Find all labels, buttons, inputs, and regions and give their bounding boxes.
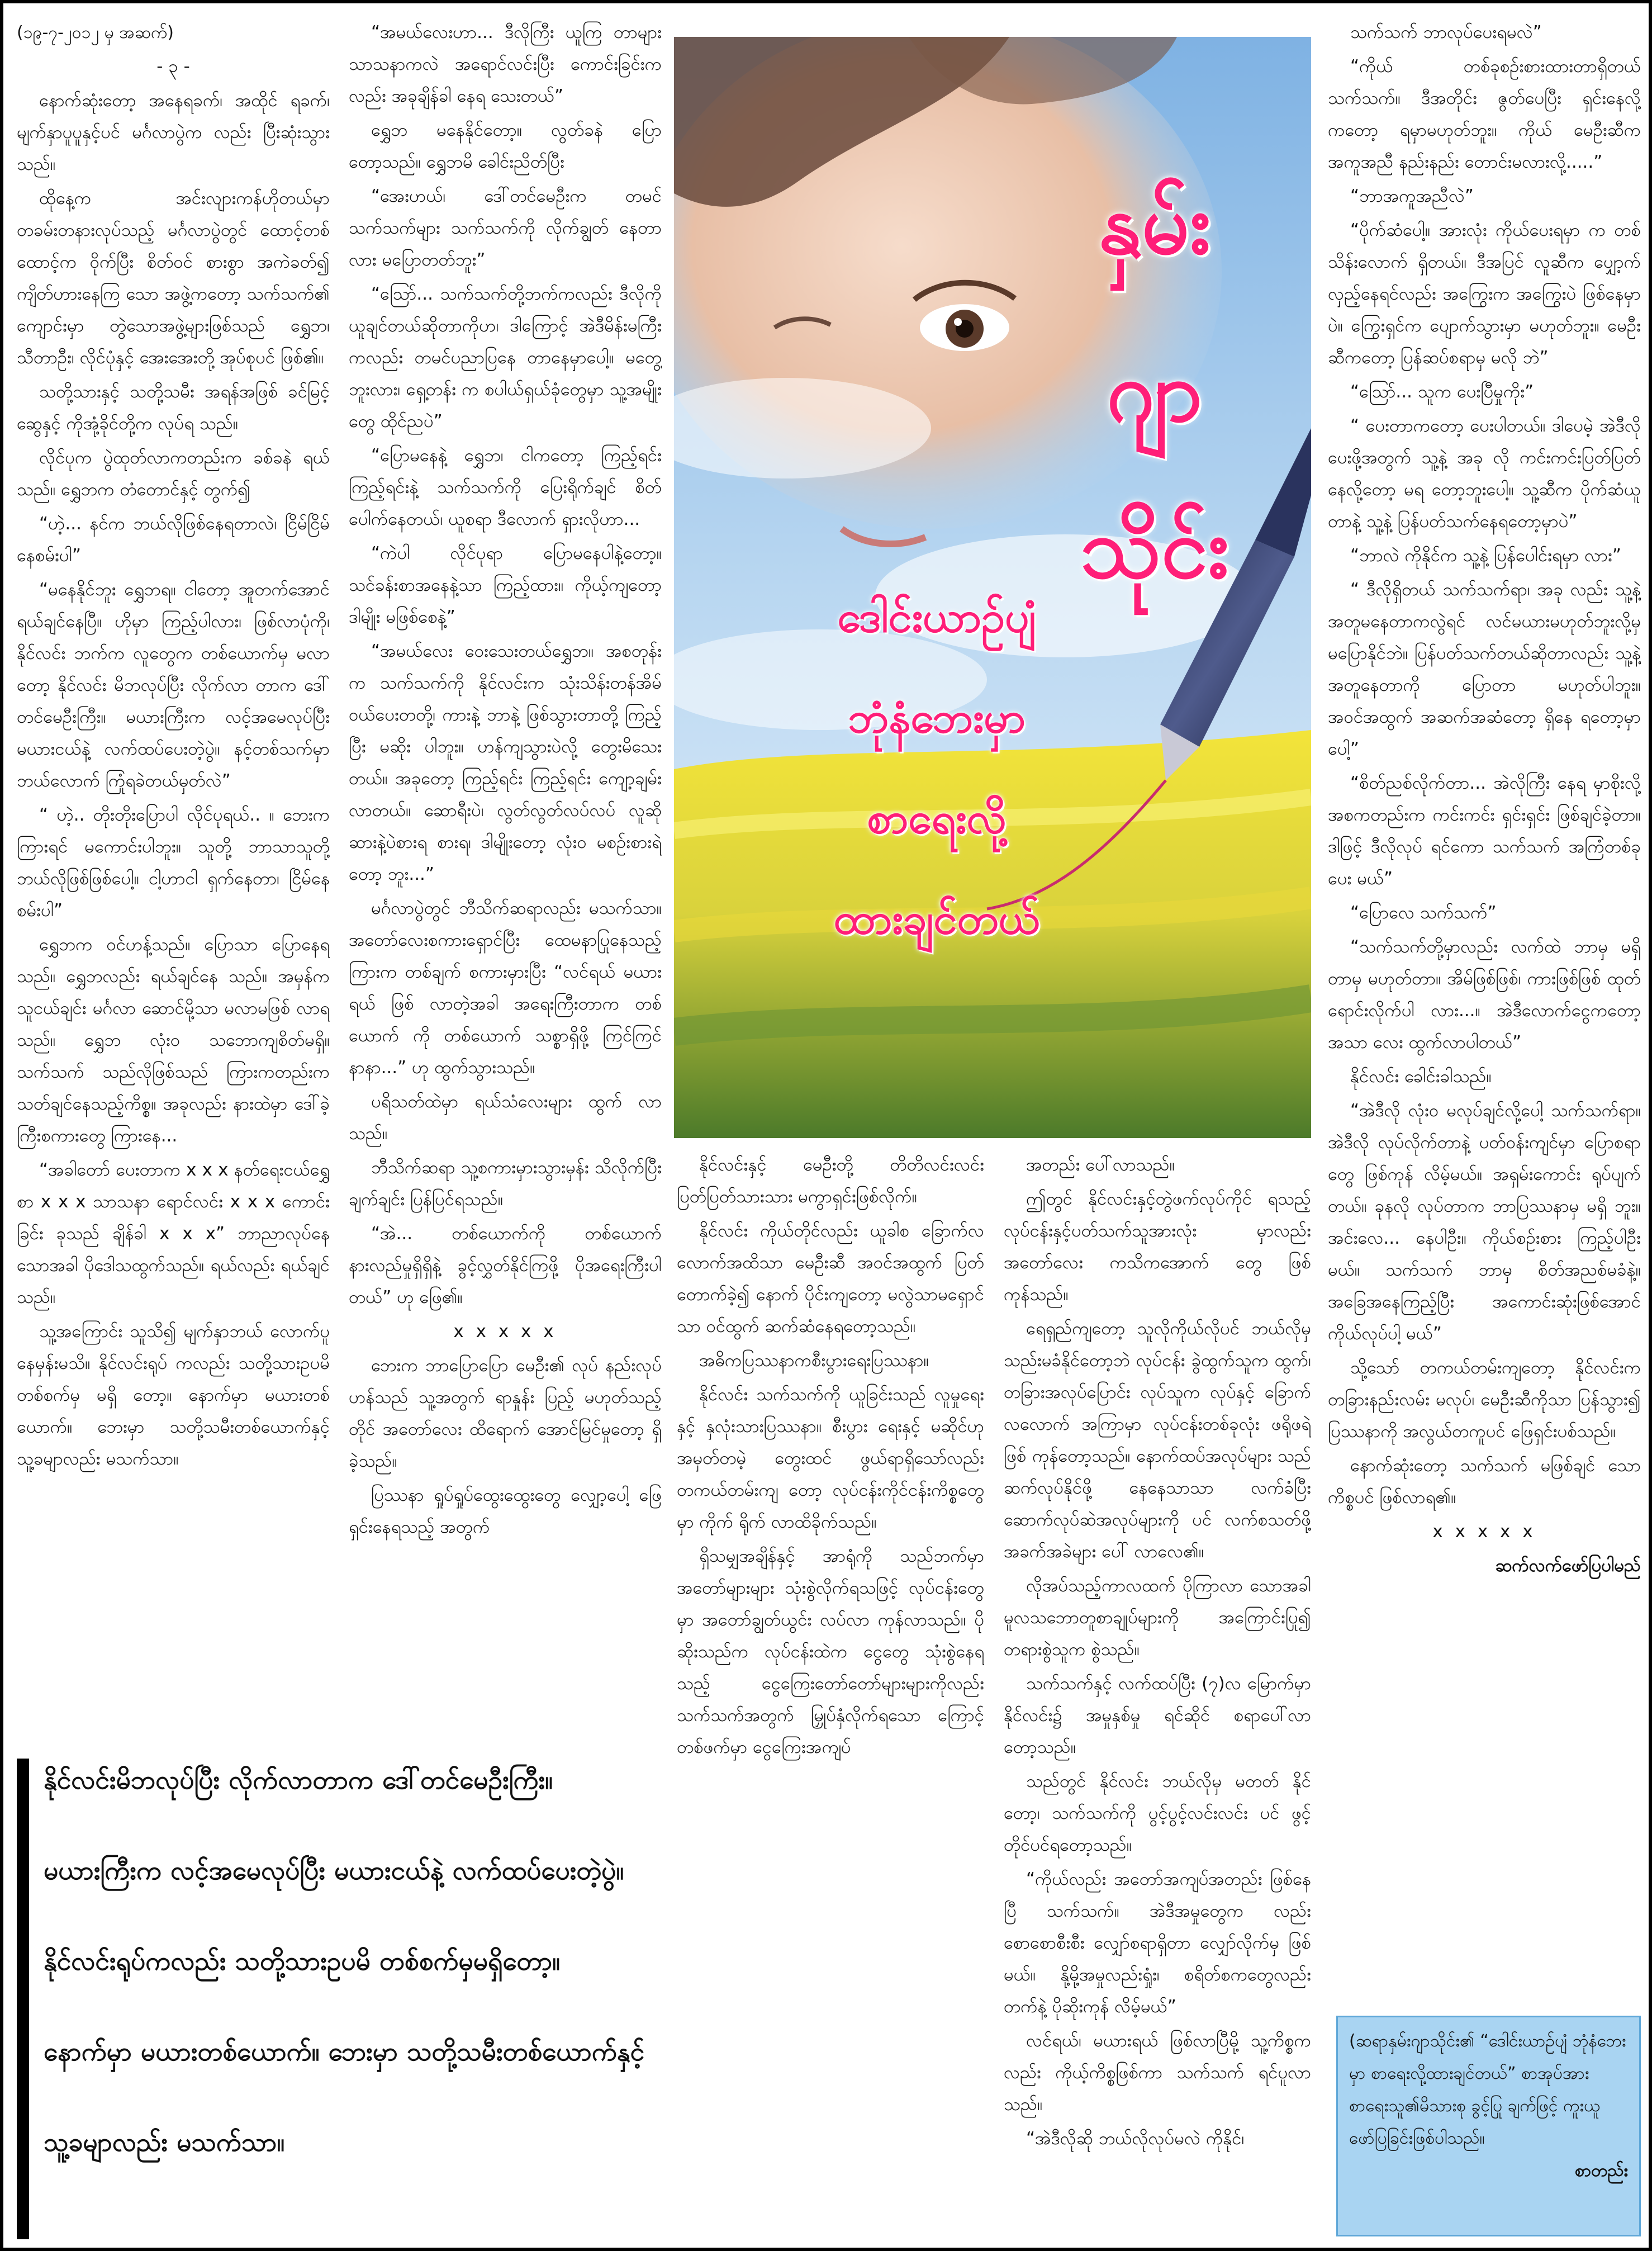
paragraph: နိုင်လင်းနှင့် မေဦးတို့ တိတိလင်းလင်း ပြတ်ပြတ်သားသား မကွာရှင်းဖြစ်လိုက်။ [677,1155,984,1207]
section-separator: x x x x x [453,1321,557,1342]
article-column-3 [677,1149,984,1770]
article-column-4 [1004,1149,1311,2239]
paragraph: နောက်ဆုံးတော့ အနေရခက်၊ အထိုင် ရခက်၊ မျက်နှာပူပူနှင့်ပင် မင်္ဂလာပွဲက လည်း ပြီးဆုံးသွားသည်။ [17,91,330,174]
paragraph: “ပြောလေ သက်သက်” [1350,903,1497,923]
paragraph: “အမယ်လေးဟာ... ဒီလိုကြီး ယူကြ တာများ သာသနာကလဲ အရောင်လင်းပြီး ကောင်းခြင်းကလည်း အခုချိန်ခါ နေရ သေးတယ်” [349,22,662,106]
article-column-1 [17,17,330,1694]
cover-title-line: သိုင်း [1080,500,1229,597]
paragraph: “ ပေးတာကတော့ ပေးပါတယ်။ ဒါပေမဲ့ အဲဒီလိုပေးဖို့အတွက် သူ့နဲ့ အခု လို ကင်းကင်းပြတ်ပြတ် နေလို့တော့ မရ တော့ဘူးပေါ့။ သူ့ဆီက ပိုက်ဆံယူတာနဲ့ သူ့နဲ့ ပြန်ပတ်သက်နေရတော့မှာပဲ” [1328,416,1641,532]
paragraph: သည်တွင် နိုင်လင်း ဘယ်လိုမှ မတတ် နိုင်တော့၊ သက်သက်ကို ပွင့်ပွင့်လင်းလင်း ပင် ဖွင့်တိုင်ပင်ရတော့သည်။ [1004,1771,1311,1855]
paragraph: မင်္ဂလာပွဲတွင် ဘီသိက်ဆရာလည်း မသက်သာ။ အတော်လေးစကားရှောင်ပြီး ထေမနာပြုနေသည့်ကြားက တစ်ချက် စကားမှားပြီး “လင်ရယ် မယားရယ် ဖြစ် လာတဲ့အခါ အရေးကြီးတာက တစ်ယောက် ကို တစ်ယောက် သစ္စာရှိဖို့ ကြင်ကြင် နာနာ...” ဟု ထွက်သွားသည်။ [349,898,662,1078]
paragraph: နိုင်လင်း သက်သက်ကို ယူခြင်းသည် လူမှုရေးနှင့် နှလုံးသားပြဿနာ။ စီးပွား ရေးနှင့် မဆိုင်ဟု အမှတ်တမဲ့ တွေးထင် ဖွယ်ရာရှိသော်လည်း တကယ်တမ်းကျ တော့ လုပ်ငန်းကိုင်ငန်းကိစ္စတွေမှာ ကိုက် ရိုက် လာထိခိုက်သည်။ [677,1385,984,1532]
paragraph: လိုအပ်သည့်ကာလထက် ပိုကြာလာ သောအခါ မူလသဘောတူစာချုပ်များကို အကြောင်းပြု၍ တရားစွဲသူက စွဲသည်။ [1004,1576,1311,1660]
paragraph: ပရိသတ်ထဲမှာ ရယ်သံလေးများ ထွက် လာသည်။ [349,1092,662,1144]
paragraph: ရှိသမျှအချိန်နှင့် အာရုံကို သည်ဘက်မှာ အတော်များများ သုံးစွဲလိုက်ရသဖြင့် လုပ်ငန်းတွေမှာ အတော်ချွတ်ယွင်း လပ်လာ ကုန်လာသည်။ ပိုဆိုးသည်က လုပ်ငန်းထဲက ငွေတွေ သုံးစွဲနေရသည့် ငွေကြေးတော်တော်များများကိုလည်း သက်သက်အတွက် မြှုပ်နှံလိုက်ရသော ကြောင့် တစ်ဖက်မှာ ငွေကြေးအကျပ် [677,1546,984,1757]
paragraph: နိုင်လင်း ခေါင်းခါသည်။ [1350,1067,1492,1087]
paragraph: လင်ရယ်၊ မယားရယ် ဖြစ်လာပြီမို့ သူ့ကိစ္စကလည်း ကိုယ့်ကိစ္စဖြစ်ကာ သက်သက် ရင်ပူလာသည်။ [1004,2031,1311,2115]
section-separator: x x x x x [1432,1522,1536,1542]
paragraph: ရွှေဘ မနေနိုင်တော့။ လွတ်ခနဲ ပြော တော့သည်။ ရွှေဘမိ ခေါင်းညိတ်ပြီး [349,120,662,172]
paragraph: “အခါတော် ပေးတာက x x x နတ်ရေးငယ်ရွှေစာ x x x သာသနာ ရောင်လင်း x x x ကောင်းခြင်း ခုသည် ချိန်ခါ x x x” ဘာညာလုပ်နေသောအခါ ပိုဒေါသထွက်သည်။ ရယ်လည်း ရယ်ချင်သည်။ [17,1160,330,1307]
pull-quote [17,1759,659,2239]
cover-subtitle-line: ထားချင်တယ် [833,894,1040,944]
paragraph: ဤတွင် နိုင်လင်းနှင့်တွဲဖက်လုပ်ကိုင် ရသည့် လုပ်ငန်းနှင့်ပတ်သက်သူအားလုံး မှာလည်း အတော်လေး ကသိကအောက် တွေ ဖြစ်ကုန်သည်။ [1004,1189,1311,1305]
credit-text: (ဆရာနှမ်းဂျာသိုင်း၏ “ဒေါင်းယာဉ်ပျံ ဘုံနံဘေးမှာ စာရေးလို့ထားချင်တယ်” စာအုပ်အား စာရေးသူ၏မိသားစု ခွင့်ပြု ချက်ဖြင့် ကူးယူဖော်ပြခြင်းဖြစ်ပါသည်။ [1349,2031,1626,2148]
editor-signature: စာတည်း [1574,2161,1628,2181]
pull-quote-line: နောက်မှာ မယားတစ်ယောက်။ ဘေးမှာ သတို့သမီးတစ်ယောက်နှင့် [44,2036,645,2067]
paragraph: နောက်ဆုံးတော့ သက်သက် မဖြစ်ချင် သောကိစ္စပင် ဖြစ်လာရ၏။ [1328,1456,1641,1508]
paragraph: “ဟဲ့... နင်က ဘယ်လိုဖြစ်နေရတာလဲ၊ ငြိမ်ငြိမ်နေစမ်းပါ” [17,514,330,566]
paragraph: “ကဲပါ လိုင်ပုရာ ပြောမနေပါနဲ့တော့။ သင်ခန်းစာအနေနဲ့သာ ကြည့်ထား။ ကိုယ့်ကျတော့ ဒါမျိုး မဖြစ်စေနဲ့” [349,543,662,627]
paragraph: “မနေနိုင်ဘူး ရွှေဘရ။ ငါတော့ အူတက်အောင် ရယ်ချင်နေပြီ။ ဟိုမှာ ကြည့်ပါလား၊ ဖြစ်လာပုံကို၊ နိုင်လင်း ဘက်က လူတွေက တစ်ယောက်မှ မလာ တော့ နိုင်လင်း မိဘလုပ်ပြီး လိုက်လာ တာက ဒေါ်တင်မေဦးကြီး။ မယားကြီးက လင့်အမေလုပ်ပြီး မယားငယ်နဲ့ လက်ထပ်ပေးတဲ့ပွဲ။ နင့်တစ်သက်မှာ ဘယ်လောက် ကြုံရခဲတယ်မှတ်လဲ” [17,580,330,791]
paragraph: “ပိုက်ဆံပေါ့။ အားလုံး ကိုယ်ပေးရမှာ က တစ်သိန်းလောက် ရှိတယ်။ ဒီအပြင် လူဆီက ပျှော့က်လှည့်နေရင်လည်း အကြွေးက အကြွေးပဲ ဖြစ်နေမှာပဲ။ ကြွေးရှင်က ပျောက်သွားမှာ မဟုတ်ဘူး။ မေဦးဆီကတော့ ပြန်ဆပ်စရာမှ မလို ဘဲ” [1328,220,1641,368]
paragraph: သို့သော် တကယ်တမ်းကျတော့ နိုင်လင်းက တခြားနည်းလမ်း မလုပ်၊ မေဦးဆီကိုသာ ပြန်သွား၍ ပြဿနာကို အလွယ်တကူပင် ဖြေရှင်းပစ်သည်။ [1328,1358,1641,1442]
cover-subtitle-line: စာရေးလို့ [867,793,1007,843]
pull-quote-line: သူ့ခမျာလည်း မသက်သာ။ [44,2127,285,2157]
article-column-2 [349,17,662,1733]
paragraph: ဘီသိက်ဆရာ သူ့စကားမှားသွားမှန်း သိလိုက်ပြီး ချက်ချင်း ပြန်ပြင်ရသည်။ [349,1158,662,1210]
paragraph: ပြဿနာ ရှုပ်ရှုပ်ထွေးထွေးတွေ လျှော့ပေါ့ ဖြေရှင်းနေရသည့် အတွက် [349,1485,662,1537]
paragraph: ရွှေဘက ဝင်ဟန့်သည်။ ပြောသာ ပြောနေရသည်။ ရွှေဘလည်း ရယ်ချင်နေ သည်။ အမှန်က သူငယ်ချင်း မင်္ဂလာ ဆောင်မို့သာ မလာမဖြစ် လာရသည်။ ရွှေဘ လုံးဝ သဘောကျစိတ်မရှိ။ သက်သက် သည်လိုဖြစ်သည် ကြားကတည်းက သတ်ချင်နေသည့်ကိစ္စ။ အခုလည်း နားထဲမှာ ဒေါ်ခဲ့ကြီးစကားတွေ ကြားနေ... [17,935,330,1146]
to-be-continued: ဆက်လက်ဖော်ပြပါမည် [1495,1556,1641,1576]
pull-quote-line: မယားကြီးက လင့်အမေလုပ်ပြီး မယားငယ်နဲ့ လက်ထပ်ပေးတဲ့ပွဲ။ [44,1855,624,1885]
pull-quote-line: နိုင်လင်းရုပ်ကလည်း သတို့သားဥပမိ တစ်စက်မှမရှိတော့။ [44,1946,561,1976]
paragraph: “ဘာလဲ ကိုနိုင်က သူ့နဲ့ ပြန်ပေါင်းရမှာ လား” [1350,546,1621,566]
paragraph: ရေရှည်ကျတော့ သူလိုကိုယ်လိုပင် ဘယ်လိုမှ သည်းမခံနိုင်တော့ဘဲ လုပ်ငန်း ခွဲထွက်သူက ထွက်၊ တခြားအလုပ်ပြောင်း လုပ်သူက လုပ်နှင့် ခြောက်လလောက် အကြာမှာ လုပ်ငန်းတစ်ခုလုံး ဖရိုဖရဲ ဖြစ် ကုန်တော့သည်။ နောက်ထပ်အလုပ်များ သည် ဆက်လုပ်နိုင်ဖို့ နေနေသာသာ လက်ခံပြီး ဆောက်လုပ်ဆဲအလုပ်များကို ပင် လက်စသတ်ဖို့ အခက်အခဲများ ပေါ် လာလေ၏။ [1004,1319,1311,1562]
paragraph: “စိတ်ညစ်လိုက်တာ... အဲလိုကြီး နေရ မှာစိုးလို့ အစကတည်းက ကင်းကင်း ရှင်းရှင်း ဖြစ်ချင်ခဲ့တာ။ ဒါဖြင့် ဒီလိုလုပ် ရင်ကော သက်သက် အကြံတစ်ခု ပေး မယ်” [1328,773,1641,889]
paragraph: သူ့အကြောင်း သူသိ၍ မျက်နှာဘယ် လောက်ပူနေမှန်းမသိ။ နိုင်လင်းရုပ် ကလည်း သတို့သားဥပမိ တစ်စက်မှ မရှိ တော့။ နောက်မှာ မယားတစ်ယောက်။ ဘေးမှာ သတို့သမီးတစ်ယောက်နှင့် သူ့ခမျာလည်း မသက်သာ။ [17,1321,330,1469]
paragraph: “ ဒီလိုရှိတယ် သက်သက်ရာ၊ အခု လည်း သူ့နဲ့ အတူမနေတာကလွဲရင် လင်မယားမဟုတ်ဘူးလို့မှ မပြောနိုင်ဘဲ။ ပြန်ပတ်သက်တယ်ဆိုတာလည်း သူ့နဲ့ အတူနေတာကို ပြောတာ မဟုတ်ပါဘူး။ အဝင်အထွက် အဆက်အဆံတော့ ရှိနေ ရတော့မှာပေါ့” [1328,580,1641,759]
credit-box [1336,2016,1641,2236]
paragraph: “ကိုယ်လည်း အတော်အကျပ်အတည်း ဖြစ်နေပြီ သက်သက်။ အဲဒီအမှုတွေက လည်း စောစောစီးစီး လျှော်စရာရှိတာ လျှော်လိုက်မှ ဖြစ်မယ်။ နို့မို့အမှုလည်းရှုံး၊ စရိတ်စကတွေလည်း တက်နဲ့ ပိုဆိုးကုန် လိမ့်မယ်” [1004,1869,1311,2017]
paragraph: “အမယ်လေး ဝေးသေးတယ်ရွှေဘ။ အစတုန်းက သက်သက်ကို နိုင်လင်းက သုံးသိန်းတန်အိမ် ဝယ်ပေးတတို့၊ ကားနဲ့ ဘာနဲ့ ဖြစ်သွားတာတို့ ကြည့်ပြီး မဆိုး ပါဘူး။ ဟန်ကျသွားပဲလို့ တွေးမိသေး တယ်။ အခုတော့ ကြည့်ရင်း ကြည့်ရင်း ကျော့ချမ်းလာတယ်။ ဆောရီးပဲ၊ လွတ်လွတ်လပ်လပ် လူဆို ဆားနဲ့ပဲစားရ စားရ၊ ဒါမျိုးတော့ လုံးဝ မစဉ်းစားရဲတော့ ဘူး...” [349,641,662,884]
paragraph: “သြော်... သူက ပေးပြီမှုကိုး” [1350,382,1534,402]
continuation-date: (၁၉-၇-၂၀၁၂ မှ အဆက်) [17,23,174,42]
book-cover-image [674,37,1311,1138]
cover-title-line: နှမ်း [1098,176,1211,273]
paragraph: “ ဟဲ့.. တိုးတိုးပြောပါ လိုင်ပုရယ်.. ။ ဘေးက ကြားရင် မကောင်းပါဘူး။ သူတို့ ဘာသာသူတို့ ဘယ်လိုဖြစ်ဖြစ်ပေါ့။ ငါ့ဟာငါ ရှက်နေတာ၊ ငြိမ်နေစမ်းပါ” [17,805,330,921]
paragraph: ထိုနေ့က အင်းလျားကန်ဟိုတယ်မှာ တခမ်းတနားလုပ်သည့် မင်္ဂလာပွဲတွင် ထောင့်တစ်ထောင့်က ဝိုက်ပြီး စိတ်ဝင် စားစွာ အကဲခတ်၍ ကျိတ်ဟားနေကြ သော အဖွဲ့ကတော့ သက်သက်၏ ကျောင်းမှာ တွဲသောအဖွဲ့များဖြစ်သည် ရွှေဘ၊ သီတာဦး၊ လိုင်ပုံနှင့် အေးအေးတို့ အုပ်စုပင် ဖြစ်၏။ [17,188,330,368]
paragraph: အတည်း ပေါ်လာသည်။ [1026,1155,1175,1175]
cover-subtitle-line: ဒေါင်းယာဉ်ပျံ [837,592,1036,642]
paragraph: သတို့သားနှင့် သတို့သမီး အရန်အဖြစ် ခင်မြင့်ဆွေနှင့် ကိုအုံ့ခိုင်တို့က လုပ်ရ သည်။ [17,382,330,434]
paragraph: သက်သက် ဘာလုပ်ပေးရမလဲ” [1350,22,1542,42]
paragraph: “ကိုယ် တစ်ခုစဉ်းစားထားတာရှိတယ် သက်သက်။ ဒီအတိုင်း ဇွတ်ပေပြီး ရှင်းနေလို့ကတော့ ရမှာမဟုတ်ဘူး။ ကိုယ် မေဦးဆီက အကူအညီ နည်းနည်း တောင်းမလားလို့.....” [1328,56,1641,172]
paragraph: “ဘာအကူအညီလဲ” [1350,186,1474,206]
pull-quote-line: နိုင်လင်းမိဘလုပ်ပြီး လိုက်လာတာက ဒေါ်တင်မေဦးကြီး။ [44,1765,553,1795]
cover-title-line: ဂျာ [1107,343,1203,440]
paragraph: လိုင်ပုက ပွဲထုတ်လာကတည်းက ခစ်ခနဲ ရယ်သည်။ ရွှေဘက တံတောင်နှင့် တွက်၍ [17,448,330,500]
paragraph: အဓိကပြဿနာကစီးပွားရေးပြဿနာ။ [699,1350,929,1371]
paragraph: “အေးဟယ်၊ ဒေါ်တင်မေဦးက တမင် သက်သက်များ သက်သက်ကို လိုက်ချွတ် နေတာလား မပြောတတ်ဘူး” [349,186,662,270]
part-number: - ၃ - [156,56,190,77]
cover-subtitle-line: ဘုံနံဘေးမှာ [848,693,1026,742]
paragraph: “သက်သက်တို့မှာလည်း လက်ထဲ ဘာမှ မရှိတာမှ မဟုတ်တာ။ အိမ်ဖြစ်ဖြစ်၊ ကားဖြစ်ဖြစ် ထုတ်ရောင်းလိုက်ပါ လား...။ အဲဒီလောက်ငွေကတော့ အသာ လေး ထွက်လာပါတယ်” [1328,937,1641,1053]
paragraph: “အဲ... တစ်ယောက်ကို တစ်ယောက် နားလည်မှုရှိရှိနဲ့ ခွင့်လွှတ်နိုင်ကြဖို့ ပိုအရေးကြီးပါတယ်” ဟု ဖြေ၏။ [349,1224,662,1307]
paragraph: ဘေးက ဘာပြောပြော မေဦး၏ လုပ် နည်းလုပ်ဟန်သည် သူ့အတွက် ရာနှုန်း ပြည့် မဟုတ်သည့်တိုင် အတော်လေး ထိရောက် အောင်မြင်မှုတော့ ရှိခဲ့သည်။ [349,1356,662,1471]
paragraph: “သြော်... သက်သက်တို့ဘက်ကလည်း ဒီလိုကို ယူချင်တယ်ဆိုတာကိုဟ၊ ဒါကြောင့် အဲဒီမိန်းမကြီးကလည်း တမင်ပညာပြနေ တာနေမှာပေါ့။ မတွေ့ဘူးလား၊ ရှေ့တန်း က စပါယ်ရှယ်ခုံတွေမှာ သူ့အမျိုးတွေ ထိုင်ညပဲ” [349,284,662,432]
paragraph: နိုင်လင်း ကိုယ်တိုင်လည်း ယူခါစ ခြောက်လလောက်အထိသာ မေဦးဆီ အဝင်အထွက် ပြတ်တောက်ခဲ့၍ နောက် ပိုင်းကျတော့ မလွဲသာမရှောင်သာ ဝင်ထွက် ဆက်ဆံနေရတော့သည်။ [677,1221,984,1337]
paragraph: “အဲဒီလို လုံးဝ မလုပ်ချင်လို့ပေါ့ သက်သက်ရာ။ အဲဒီလို လုပ်လိုက်တာနဲ့ ပတ်ဝန်းကျင်မှာ ပြောစရာတွေ ဖြစ်ကုန် လိမ့်မယ်။ အရှမ်းကောင်း ရုပ်ပျက်တယ်။ ခုနလို လုပ်တာက ဘာပြဿနာမှ မရှိ ဘူး။ အင်းလေ... နေပါဦး။ ကိုယ်စဉ်းစား ကြည့်ပါဦးမယ်။ သက်သက် ဘာမှ စိတ်အညစ်မခံနဲ့။ အခြေအနေကြည့်ပြီး အကောင်းဆုံးဖြစ်အောင် ကိုယ်လုပ်ပါ့ မယ်” [1328,1101,1641,1344]
paragraph: “အဲဒီလိုဆို ဘယ်လိုလုပ်မလဲ ကိုနိုင်၊ [1026,2129,1245,2149]
paragraph: သက်သက်နှင့် လက်ထပ်ပြီး (၇)လ မြောက်မှာ နိုင်လင်း၌ အမှုနှစ်မှု ရင်ဆိုင် စရာပေါ်လာတော့သည်။ [1004,1674,1311,1757]
article-column-5 [1328,17,1641,1845]
paragraph: “ပြောမနေနဲ့ ရွှေဘ၊ ငါကတော့ ကြည့်ရင်း ကြည့်ရင်းနဲ့ သက်သက်ကို ပြေးရိုက်ချင် စိတ် ပေါက်နေတယ်၊ ယူစရာ ဒီလောက် ရှားလိုဟာ... [349,446,662,529]
